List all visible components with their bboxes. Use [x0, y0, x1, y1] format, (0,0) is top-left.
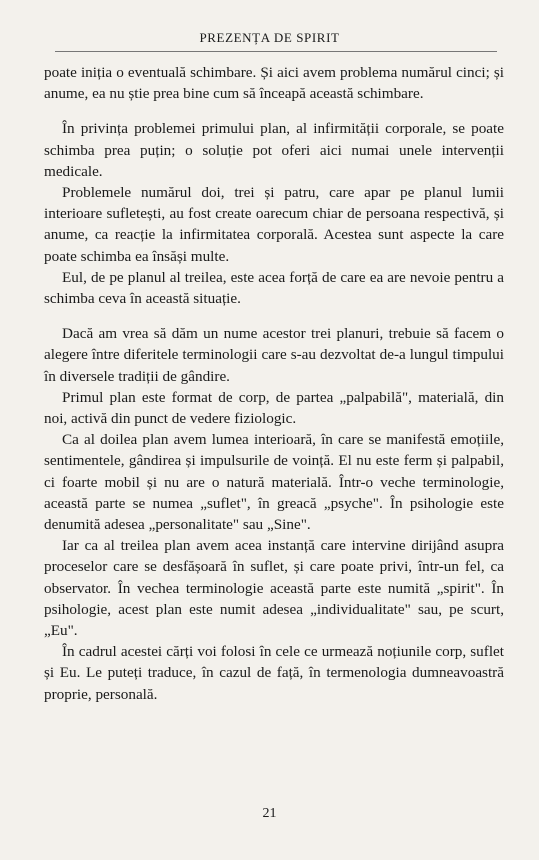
- page-number: 21: [262, 806, 277, 821]
- paragraph: În cadrul acestei cărți voi folosi în cele ce urmează noțiunile corp, suflet și Eu. Le puteți traduce, în cazul de față, în termenologia dumneavoastră proprie, personală.: [44, 643, 504, 703]
- page-body: [44, 62, 504, 705]
- paragraph: Dacă am vrea să dăm un nume acestor trei planuri, trebuie să facem o alegere între diferitele terminologii care s-au dezvoltat de-a lungul timpului în diversele tradiții de gândire.: [44, 325, 504, 385]
- paragraph-continuation: poate iniția o eventuală schimbare. Și aici avem problema numărul cinci; și anume, ea nu știe prea bine cum să înceapă această schimbare.: [44, 64, 504, 103]
- paragraph: Primul plan este format de corp, de partea „palpabilă", materială, din noi, activă din punct de vedere fiziologic.: [44, 388, 504, 428]
- running-header: PREZENȚA DE SPIRIT: [199, 30, 340, 45]
- header-rule: [55, 51, 497, 52]
- paragraph: În privința problemei primului plan, al infirmității corporale, se poate schimba prea puțin; o soluție pot oferi aici numai unele intervenții medicale.: [44, 120, 504, 180]
- paragraph: Problemele numărul doi, trei și patru, care apar pe planul lumii interioare sufletești, au fost create oarecum chiar de persoana respectivă, și anume, ca reacție la infirmitatea corporală. Acestea sunt aspecte la care poate schimba ea însăși multe.: [44, 184, 504, 265]
- paragraph: Ca al doilea plan avem lumea interioară, în care se manifestă emoțiile, sentimentele, gândirea și impulsurile de voință. El nu este ferm și palpabil, ci foarte mobil și nu are o natură materială. Într-o veche terminologie, această parte se numea „suflet", în greacă „psyche". În psihologie este denumită adesea „personalitate" sau „Sine".: [44, 431, 504, 534]
- paragraph: Eul, de pe planul al treilea, este acea forță de care ea are nevoie pentru a schimba ceva în această situație.: [44, 268, 504, 308]
- paragraph: Iar ca al treilea plan avem acea instanță care intervine dirijând asupra proceselor care se desfășoară în suflet, și care poate privi, într-un fel, ca observator. În vechea terminologie această parte este numită „spirit". În psihologie, acest plan este numit adesea „individualitate" sau, pe scurt, „Eu".: [44, 537, 504, 640]
